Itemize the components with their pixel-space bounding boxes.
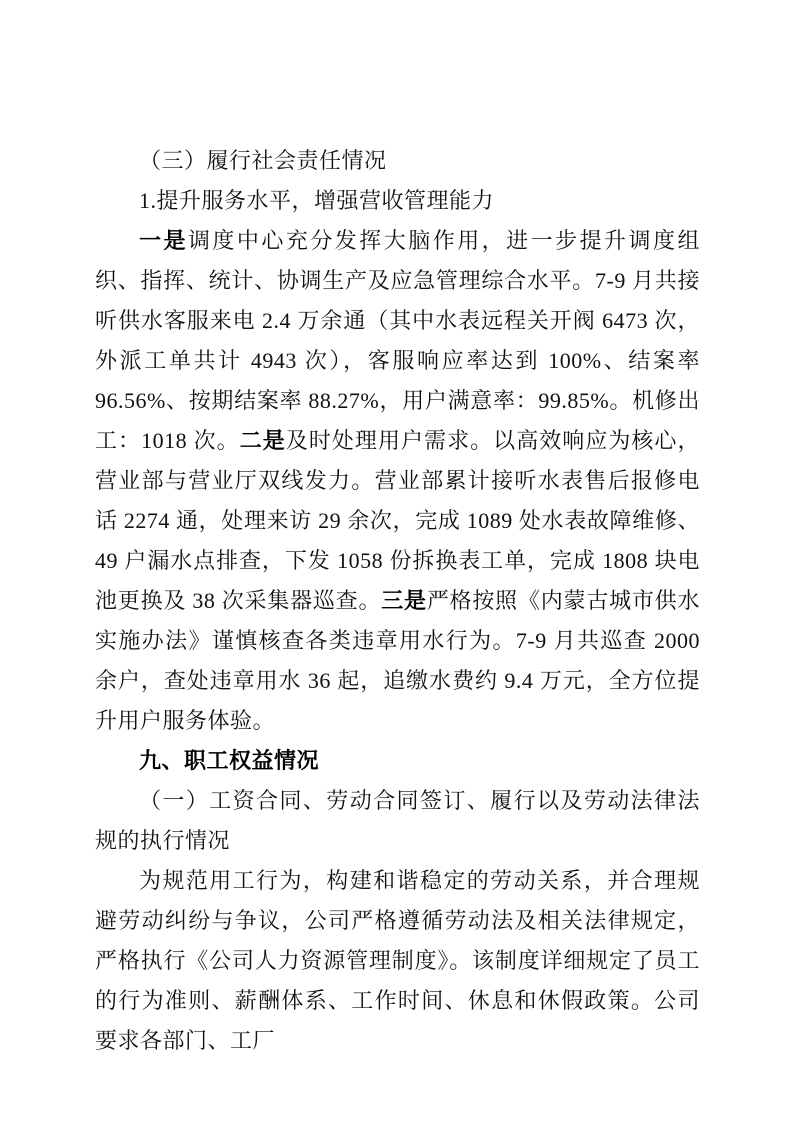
lead-in-first: 一是 — [139, 228, 188, 253]
subsection-heading-service-level: 1.提升服务水平，增强营收管理能力 — [139, 188, 495, 213]
illegal-water-use-text: 严格按照《内蒙古城市供水实施办法》谨慎核查各类违章用水行为。7-9 月共巡查 2000 余户，查处违章用水 36 起，追缴水费约 9.4 万元，全方位提升用户服务体验。 — [95, 588, 700, 733]
section-heading-employee-rights: 九、职工权益情况 — [139, 748, 320, 773]
service-statistics-paragraph — [95, 221, 700, 741]
subsection-heading-labor-contracts: （一）工资合同、劳动合同签订、履行以及劳动法律法规的执行情况 — [95, 788, 700, 853]
lead-in-second: 二是 — [239, 428, 286, 453]
lead-in-third: 三是 — [381, 588, 427, 613]
section-heading-social-responsibility: （三）履行社会责任情况 — [139, 148, 387, 173]
user-demand-text: 及时处理用户需求。以高效响应为核心，营业部与营业厅双线发力。营业部累计接听水表售后报修电话 2274 通，处理来访 29 余次，完成 1089 处水表故障维修、49 户漏水点排查，下发 1058 份拆换表工单，完成 1808 块电池更换及 38 次采集器巡查。 — [95, 428, 700, 613]
document-content — [95, 141, 700, 1061]
labor-relations-paragraph: 为规范用工行为，构建和谐稳定的劳动关系，并合理规避劳动纠纷与争议，公司严格遵循劳动法及相关法律规定，严格执行《公司人力资源管理制度》。该制度详细规定了员工的行为准则、薪酬体系、工作时间、休息和休假政策。公司要求各部门、工厂 — [95, 868, 700, 1053]
dispatch-center-text: 调度中心充分发挥大脑作用，进一步提升调度组织、指挥、统计、协调生产及应急管理综合水平。7-9 月共接听供水客服来电 2.4 万余通（其中水表远程关开阀 6473 次，外派工单共计 4943 次），客服响应率达到 100%、结案率 96.56%、按期结案率 88.27%，用户满意率：99.85%。机修出工：1018 次。 — [95, 228, 700, 453]
